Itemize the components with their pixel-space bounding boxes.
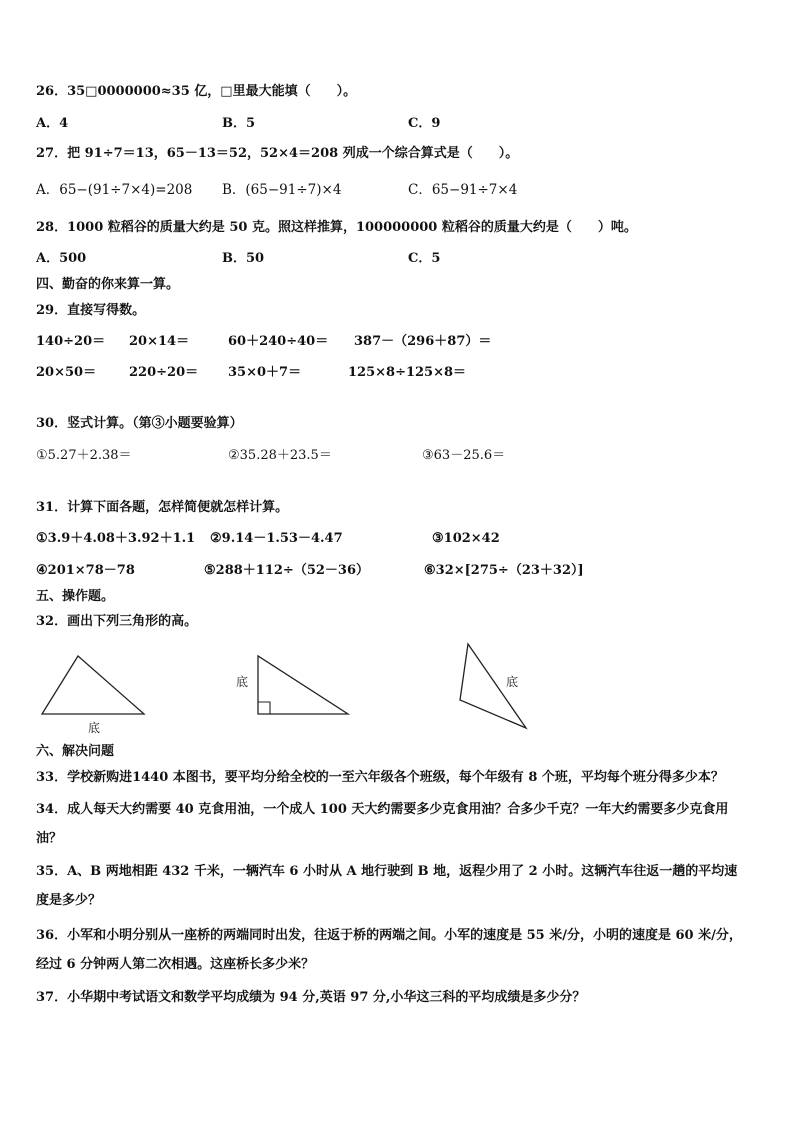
triangle-3 (456, 638, 540, 732)
question-27-option-a: A．65−(91÷7×4)=208 (36, 182, 193, 198)
question-37: 37．小华期中考试语文和数学平均成绩为 94 分,英语 97 分,小华这三科的平均成绩是多少分？ (36, 990, 586, 1005)
section-5-heading: 五、操作题。 (36, 589, 115, 604)
question-28-option-b: B．50 (222, 251, 265, 266)
question-34-line-2: 油？ (36, 831, 63, 846)
q30-item-1: ①5.27＋2.38＝ (36, 448, 132, 463)
question-34-line-1: 34．成人每天大约需要 40 克食用油，一个成人 100 天大约需要多少克食用油？合多少千克？一年大约需要多少克食用 (36, 802, 729, 817)
triangle-2-base-label: 底 (236, 675, 249, 689)
q31-item-2: ②9.14－1.53－4.47 (210, 531, 343, 546)
question-27-option-b: B．(65−91÷7)×4 (222, 182, 342, 198)
question-26-option-c: C．9 (408, 116, 441, 131)
question-36-line-2: 经过 6 分钟两人第二次相遇。这座桥长多少米？ (36, 957, 315, 972)
question-27-stem: 27．把 91÷7＝13，65－13＝52，52×4＝208 列成一个综合算式是（ ）。 (36, 146, 519, 161)
q30-item-3: ③63－25.6＝ (422, 448, 506, 463)
question-26-stem: 26．35□0000000≈35 亿，□里最大能填（ ）。 (36, 84, 357, 99)
q29-item-4: 387－（296＋87）＝ (354, 334, 492, 349)
question-29-stem: 29．直接写得数。 (36, 303, 146, 318)
q30-item-2: ②35.28＋23.5＝ (228, 448, 332, 463)
q31-item-5: ⑤288＋112÷（52－36） (204, 563, 370, 578)
q31-item-3: ③102×42 (432, 531, 500, 546)
triangle-3-base-label: 底 (506, 675, 519, 689)
question-28-option-c: C．5 (408, 251, 441, 266)
question-36-line-1: 36．小军和小明分别从一座桥的两端同时出发，往返于桥的两端之间。小军的速度是 55 米/分，小明的速度是 60 米/分， (36, 928, 742, 943)
question-26-option-b: B．5 (222, 116, 256, 131)
triangle-1-base-label: 底 (88, 721, 101, 735)
question-33: 33．学校新购进1440 本图书，要平均分给全校的一至六年级各个班级，每个年级有 8 个班，平均每个班分得多少本？ (36, 770, 724, 785)
q29-item-1: 140÷20＝ (36, 334, 106, 349)
question-31-stem: 31．计算下面各题，怎样简便就怎样计算。 (36, 500, 289, 515)
triangle-2 (234, 652, 358, 722)
q29-item-5: 20×50＝ (36, 365, 97, 380)
section-6-heading: 六、解决问题 (36, 744, 115, 759)
question-26-option-a: A．4 (36, 116, 69, 131)
q29-item-2: 20×14＝ (129, 334, 190, 349)
triangle-1 (40, 648, 160, 740)
section-4-heading: 四、勤奋的你来算一算。 (36, 277, 180, 292)
question-27-option-c: C．65−91÷7×4 (408, 182, 518, 198)
q29-item-3: 60＋240÷40＝ (228, 334, 329, 349)
question-28-option-a: A．500 (36, 251, 87, 266)
q31-item-4: ④201×78－78 (36, 563, 135, 578)
question-28-stem: 28．1000 粒稻谷的质量大约是 50 克。照这样推算，100000000 粒稻谷的质量大约是（ ）吨。 (36, 220, 637, 235)
q31-item-6: ⑥32×[275÷（23＋32）] (424, 563, 584, 578)
question-30-stem: 30．竖式计算。（第③小题要验算） (36, 416, 243, 431)
q29-item-7: 35×0＋7＝ (228, 365, 302, 380)
question-32-stem: 32．画出下列三角形的高。 (36, 614, 198, 629)
question-35-line-1: 35．A、B 两地相距 432 千米，一辆汽车 6 小时从 A 地行驶到 B 地，返程少用了 2 小时。这辆汽车往返一趟的平均速 (36, 864, 738, 879)
q31-item-1: ①3.9＋4.08＋3.92＋1.1 (36, 531, 196, 546)
q29-item-6: 220÷20＝ (129, 365, 199, 380)
question-35-line-2: 度是多少？ (36, 893, 102, 908)
q29-item-8: 125×8÷125×8＝ (348, 365, 467, 380)
